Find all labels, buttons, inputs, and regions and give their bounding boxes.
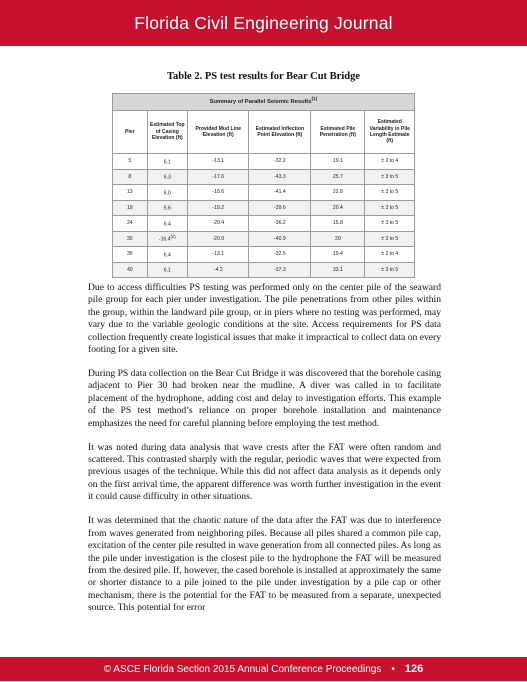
cell-variability: ± 3 to 5 <box>365 185 415 201</box>
col-header-pile-penetration: Estimated Pile Penetration (ft) <box>311 111 365 154</box>
cell-top-of-casing: 6.4 <box>147 247 188 263</box>
cell-variability: ± 3 to 5 <box>365 231 415 247</box>
table-caption-text: Summary of Parallel Seismic Results <box>209 99 312 106</box>
cell-inflection-point: -37.3 <box>249 262 311 278</box>
cell-mud-line: -20.4 <box>188 216 249 232</box>
cell-pier: 40 <box>113 262 148 278</box>
table-row <box>113 185 415 201</box>
cell-pier: 35 <box>113 247 148 263</box>
cell-pile-penetration: 33.1 <box>311 262 365 278</box>
cell-top-of-casing: -16.4$^{(2)}$ <box>147 231 188 247</box>
cell-variability: ± 3 to 5 <box>365 216 415 232</box>
table-title: Table 2. PS test results for Bear Cut Bridge <box>167 71 360 82</box>
cell-pier: 5 <box>113 154 148 170</box>
cell-inflection-point: -39.6 <box>249 200 311 216</box>
table-row <box>113 231 415 247</box>
cell-top-of-casing: 6.4 <box>147 216 188 232</box>
cell-pier: 19 <box>113 200 148 216</box>
cell-mud-line: -13.1 <box>188 247 249 263</box>
journal-title: Florida Civil Engineering Journal <box>134 13 393 33</box>
cell-mud-line: -4.2 <box>188 262 249 278</box>
cell-inflection-point: -32.2 <box>249 154 311 170</box>
cell-variability: ± 3 to 5 <box>365 169 415 185</box>
cell-pile-penetration: 19.1 <box>311 154 365 170</box>
ps-results-table <box>112 93 415 278</box>
col-header-pier: Pier <box>113 111 148 154</box>
cell-inflection-point: -41.4 <box>249 185 311 201</box>
cell-pile-penetration: 22.8 <box>311 185 365 201</box>
cell-variability: ± 3 to 5 <box>365 200 415 216</box>
cell-mud-line: -18.6 <box>188 185 249 201</box>
cell-mud-line: -13.1 <box>188 154 249 170</box>
cell-mud-line: -17.6 <box>188 169 249 185</box>
cell-pile-penetration: 20.4 <box>311 200 365 216</box>
cell-inflection-point: -32.5 <box>249 247 311 263</box>
cell-inflection-point: -43.3 <box>249 169 311 185</box>
cell-pier: 30 <box>113 231 148 247</box>
cell-mud-line: -19.2 <box>188 200 249 216</box>
cell-mud-line: -20.9 <box>188 231 249 247</box>
body-paragraph: Due to access difficulties PS testing was performed only on the center pile of the seaward pile group for each pier under investigation. The pile penetrations from other piles within the group, within the landward pile group, or in piers where no testing was performed, may vary due to the variable geologic conditions at the site. Access requirements for PS data collection frequently create logistical issues that make it impractical to collect data on every footing for a given site. <box>88 282 441 356</box>
cell-pile-penetration: 19.4 <box>311 247 365 263</box>
table-caption-footnote: (1) <box>311 97 318 103</box>
cell-top-of-casing: 5.0 <box>147 185 188 201</box>
article-body <box>88 282 441 626</box>
journal-header-banner <box>0 0 527 46</box>
cell-inflection-point: -40.9 <box>249 231 311 247</box>
table-row <box>113 216 415 232</box>
body-paragraph: During PS data collection on the Bear Cut Bridge it was discovered that the borehole casing adjacent to Pier 30 had broken near the mudline. A diver was called in to facilitate placement of the hydrophone, adding cost and delay to investigation efforts. This example of the PS test method’s reliance on proper borehole installation and maintenance emphasizes the need for careful planning before employing the test method. <box>88 368 442 429</box>
table-row <box>113 247 415 263</box>
cell-pile-penetration: 25.7 <box>311 169 365 185</box>
cell-variability: ± 3 to 5 <box>365 262 415 278</box>
table-row <box>113 169 415 185</box>
col-header-inflection-point: Estimated Inflection Point Elevation (ft) <box>249 111 311 154</box>
cell-top-of-casing: 5.6 <box>147 200 188 216</box>
table-caption <box>113 94 415 111</box>
footer-bullet: • <box>391 664 395 675</box>
cell-pile-penetration: 15.8 <box>311 216 365 232</box>
cell-inflection-point: -36.2 <box>249 216 311 232</box>
table-row <box>113 262 415 278</box>
cell-variability: ± 2 to 4 <box>365 154 415 170</box>
body-paragraph: It was noted during data analysis that wave crests after the FAT were often random and scattered. This contrasted sharply with the regular, periodic waves that were expected from previous usages of the technique. While this did not affect data analysis as it depends only on the first arrival time, the apparent difference was worth further investigation in the event it could cause difficulty in other situations. <box>88 441 441 503</box>
cell-pier: 8 <box>113 169 148 185</box>
footer-proceedings: © ASCE Florida Section 2015 Annual Conference Proceedings <box>103 664 382 675</box>
col-header-variability: Estimated Variability in Pile Length Estimate (ft) <box>365 111 415 154</box>
cell-pier: 13 <box>113 185 148 201</box>
cell-pier: 24 <box>113 216 148 232</box>
cell-top-of-casing: 6.3 <box>147 169 188 185</box>
cell-pile-penetration: 20 <box>311 231 365 247</box>
table-row <box>113 200 415 216</box>
col-header-mud-line: Provided Mud Line Elevation (ft) <box>188 111 249 154</box>
body-paragraph: It was determined that the chaotic nature of the data after the FAT was due to interference from waves generated from neighboring piles. Because all piles shared a common pile cap, excitation of the center pile resulted in wave generation from all connected piles. As long as the pile under investigation is the closest pile to the hydrophone the FAT will be measured from the desired pile. If, however, the cased borehole is installed at approximately the same or shorter distance to a pile joined to the pile under investigation by a pile cap or other mechanism, there is the potential for the FAT to be measured from a separate, unexpected source. This potential for error <box>88 515 441 614</box>
cell-variability: ± 2 to 4 <box>365 247 415 263</box>
table-row <box>113 154 415 170</box>
page-footer <box>0 657 527 681</box>
cell-top-of-casing: 6.1 <box>147 154 188 170</box>
page-number: 126 <box>404 663 424 675</box>
col-header-top-of-casing: Estimated Top of Casing Elevation (ft) <box>147 111 188 154</box>
cell-top-of-casing: 6.1 <box>147 262 188 278</box>
